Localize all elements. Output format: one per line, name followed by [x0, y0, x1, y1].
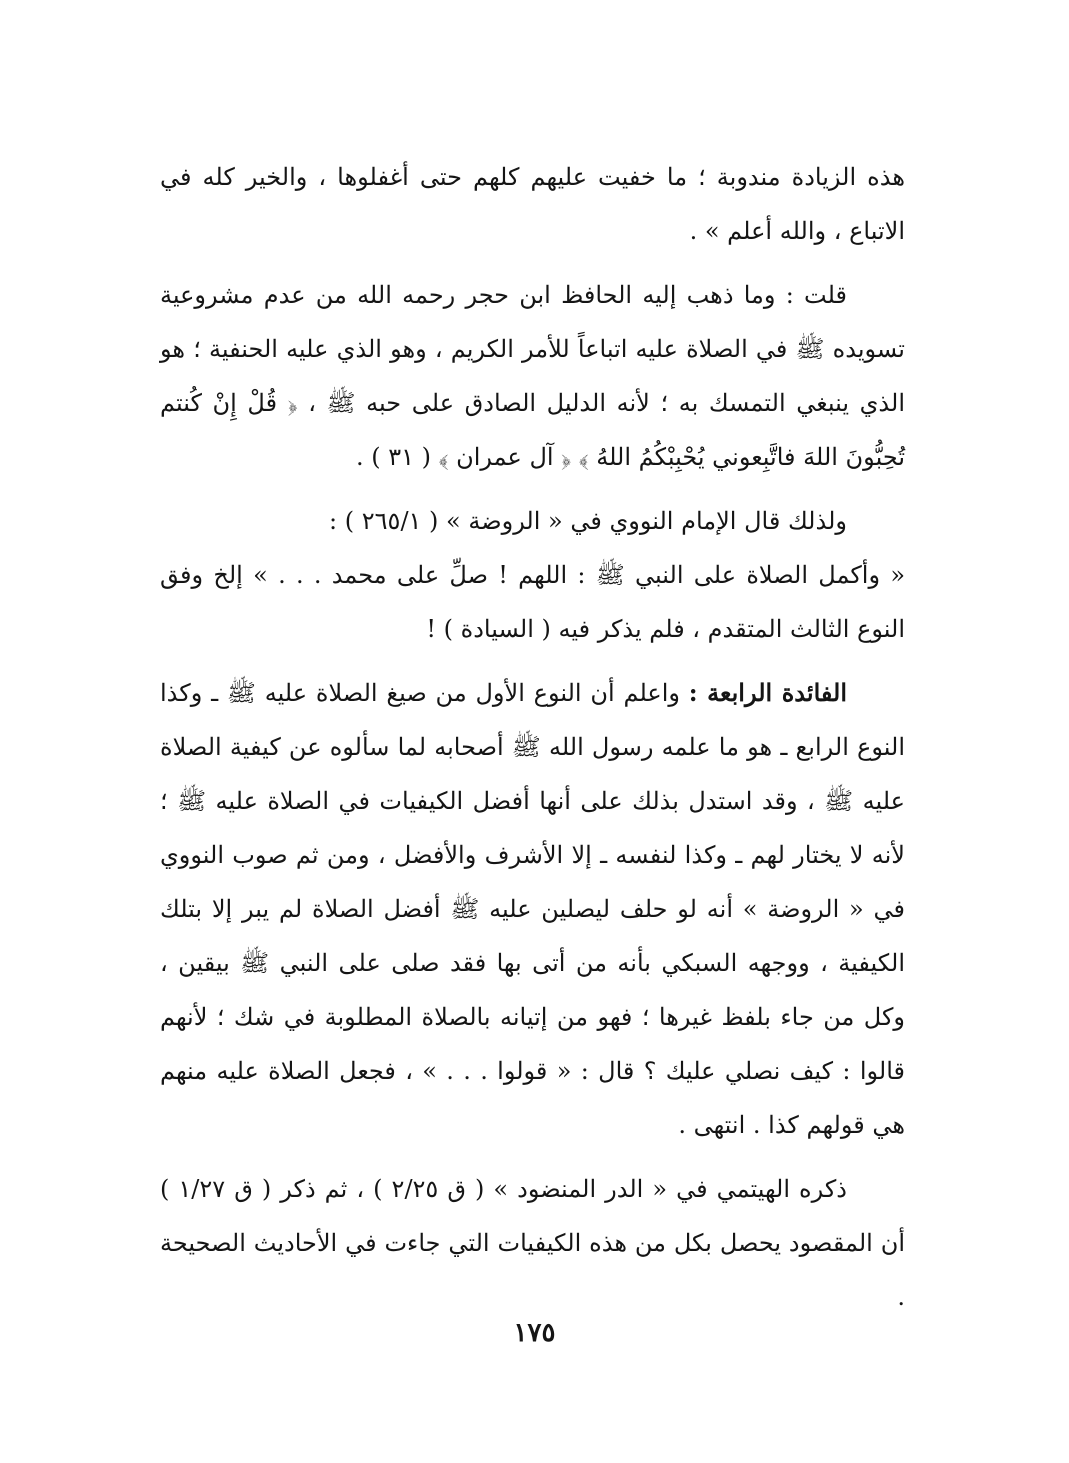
paragraph-continuation: هذه الزيادة مندوبة ؛ ما خفيت عليهم كلهم حتى أغفلوها ، والخير كله في الاتباع ، والله أعلم » .: [160, 163, 905, 245]
paragraph-nawawi-quote: « وأكمل الصلاة على النبي ﷺ : اللهم ! صلِّ على محمد . . . » إلخ وفق النوع الثالث المتقدم ، فلم يذكر فيه ( السيادة ) !: [160, 561, 905, 643]
paragraph-qultu: قلت : وما ذهب إليه الحافظ ابن حجر رحمه الله من عدم مشروعية تسويده ﷺ في الصلاة عليه اتباعاً للأمر الكريم ، وهو الذي عليه الحنفية ؛ هو الذي ينبغي التمسك به ؛ لأنه الدليل الصادق على حبه ﷺ ، ﴿ قُلْ إِنْ كُنتم تُحِبُّونَ اللهَ فاتَّبِعوني يُحْبِبْكُمُ اللهُ ﴾ ﴿ آل عمران ﴾ ( ٣١ ) .: [160, 281, 905, 471]
fourth-benefit-body: واعلم أن النوع الأول من صيغ الصلاة عليه ﷺ ـ وكذا النوع الرابع ـ هو ما علمه رسول الله ﷺ أصحابه لما سألوه عن كيفية الصلاة عليه ﷺ ، وقد استدل بذلك على أنها أفضل الكيفيات في الصلاة عليه ﷺ ؛ لأنه لا يختار لهم ـ وكذا لنفسه ـ إلا الأشرف والأفضل ، ومن ثم صوب النووي في « الروضة » أنه لو حلف ليصلين عليه ﷺ أفضل الصلاة لم يبر إلا بتلك الكيفية ، ووجهه السبكي بأنه من أتى بها فقد صلى على النبي ﷺ بيقين ، وكل من جاء بلفظ غيرها ؛ فهو من إتيانه بالصلاة المطلوبة في شك ؛ لأنهم قالوا : كيف نصلي عليك ؟ قال : « قولوا . . . » ، فجعل الصلاة عليه منهم هي قولهم كذا . انتهى .: [160, 679, 905, 1139]
paragraph-haytami: ذكره الهيتمي في « الدر المنضود » ( ق ٢/٢٥ ) ، ثم ذكر ( ق ١/٢٧ ) أن المقصود يحصل بكل من هذه الكيفيات التي جاءت في الأحاديث الصحيحة .: [160, 1175, 905, 1311]
fourth-benefit-heading: الفائدة الرابعة :: [688, 678, 848, 707]
page-number: ١٧٥: [513, 1318, 556, 1348]
main-text-block: [160, 150, 905, 1324]
paragraph-fourth-benefit: [160, 666, 905, 1152]
paragraph-nawawi-intro: ولذلك قال الإمام النووي في « الروضة » ( ٢٦٥/١ ) :: [329, 507, 847, 535]
